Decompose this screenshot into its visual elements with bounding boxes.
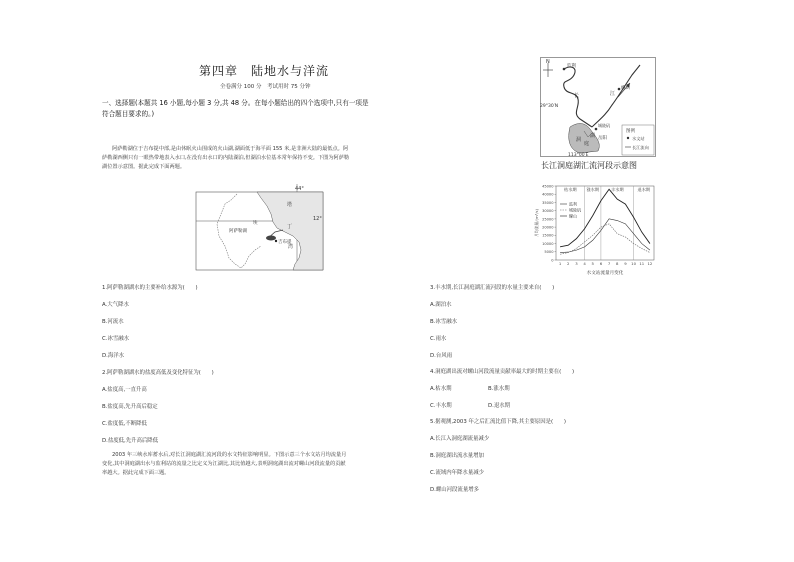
lat-label: 12°: [313, 216, 322, 222]
passage-1-line3: 湖位置示意图。据此完成下面两题。: [102, 164, 186, 170]
x-tick-label: 12: [647, 261, 653, 266]
y-tick-label: 35000: [542, 200, 554, 205]
passage-1-line1: 阿萨勒湖位于吉布提中部,是由休眠火山围成的火山湖,湖面低于海平面 155 米,是非洲大陆的最低点。阿: [112, 146, 349, 152]
x-tick-label: 1: [558, 261, 562, 266]
q1-option-b[interactable]: B.河流水: [102, 319, 124, 325]
x-tick-label: 7: [607, 261, 611, 266]
chart-title: 水文站流量月变化: [586, 271, 624, 276]
legend-entry: 螺山: [569, 213, 577, 219]
y-axis-label: 月均流量/(m³/s): [534, 209, 539, 237]
y-tick-label: 30000: [542, 209, 554, 214]
bay-label-2: 丁: [287, 224, 293, 230]
phase-label: 涨水期: [586, 187, 600, 192]
x-tick-label: 9: [624, 261, 627, 266]
label-ting: 庭: [584, 141, 590, 147]
legend-entry: 监利: [569, 201, 577, 207]
y-tick-label: 0: [551, 258, 554, 263]
question-2: 2.阿萨勒湖湖水的盐度高低及变化特征为( ): [102, 370, 214, 376]
q2-option-b[interactable]: B.盐度高,先升高后稳定: [102, 404, 158, 410]
x-tick-label: 4: [583, 261, 586, 266]
x-tick-label: 8: [616, 261, 619, 266]
legend-entry: 城陵矶: [569, 207, 581, 213]
y-tick-label: 10000: [542, 241, 554, 246]
q4-option-b[interactable]: B.涨水期: [488, 386, 510, 392]
q5-option-c[interactable]: C.流域内年降水量减少: [430, 470, 484, 476]
bay-label: 塔: [287, 202, 293, 208]
passage-1-line2: 萨勒湖西侧只有一眼热带地表入水口,在没有出水口的内陆湖泊,但湖泊水位基本常年保持不变。下图为阿萨勒: [102, 155, 350, 161]
x-tick-label: 5: [591, 261, 594, 266]
q4-option-d[interactable]: D.退水期: [488, 403, 511, 409]
station-icon: [627, 137, 629, 139]
phase-label: 枯水期: [564, 187, 577, 192]
q5-option-a[interactable]: A.长江入洞庭湖流量减少: [430, 436, 490, 442]
lon-label: 113°00′E: [568, 153, 589, 157]
section-heading-line1: 一、选择题(本题共 16 小题,每小题 3 分,共 48 分。在每小题给出的四个选项中,只有一项是: [102, 99, 369, 107]
y-tick-label: 45000: [542, 184, 554, 189]
question-5: 5.据观测,2003 年之后汇流比值下降,其主要原因是( ): [430, 419, 567, 425]
question-4: 4.洞庭湖出流对螺山河段流量贡献率最大的时期主要在( ): [430, 369, 575, 375]
y-tick-label: 15000: [542, 233, 554, 238]
legend-station: 水文站: [632, 136, 645, 141]
question-1: 1.阿萨勒湖湖水的主要补给水源为( ): [102, 285, 198, 291]
section-heading: [102, 98, 432, 120]
label-yueyang: 岳阳: [598, 136, 607, 141]
y-tick-label: 25000: [542, 217, 554, 222]
label-chang: 长: [574, 93, 580, 99]
plot-frame: [556, 186, 654, 260]
q2-option-a[interactable]: A.盐度高,一直升高: [102, 387, 147, 393]
phase-label: 退水期: [637, 187, 651, 192]
label-dong: 洞: [576, 137, 582, 143]
legend-river: 长江流向: [632, 145, 649, 150]
x-tick-label: 6: [599, 261, 603, 266]
y-tick-label: 20000: [542, 225, 554, 230]
dongting-confluence-map: [540, 57, 656, 157]
label-luoshan: 螺山: [621, 86, 630, 91]
passage-2-line2: 变化,其中洞庭湖出水与监利站的流量之比定义为江湖比,其比值越大,表明洞庭湖出流对螺山河段流量的贡献: [102, 461, 346, 467]
q5-option-d[interactable]: D.螺山河段流量增多: [430, 487, 479, 493]
label-jiang: 江: [610, 91, 616, 97]
lake-label: 阿萨勒湖: [229, 229, 247, 234]
legend-title: 图例: [626, 129, 635, 134]
q4-option-a[interactable]: A.枯水期: [430, 386, 452, 392]
passage-2: [102, 451, 432, 478]
country-label: 埃: [253, 221, 258, 226]
lon-label: 44°: [295, 186, 304, 192]
assal-lake-map: [195, 184, 325, 272]
q3-option-a[interactable]: A.湖泊水: [430, 302, 452, 308]
lat-label: 29°30′N: [540, 104, 559, 109]
x-tick-label: 2: [567, 261, 570, 266]
q2-option-d[interactable]: D.盐度低,先升高后降低: [102, 438, 159, 444]
passage-2-line3: 率越大。据此完成下面三题。: [102, 470, 170, 476]
city-label: 吉布提: [278, 240, 292, 245]
q3-option-c[interactable]: C.雨水: [430, 336, 447, 342]
q1-option-d[interactable]: D.海洋水: [102, 353, 125, 359]
passage-2-line1: 2003 年三峡水库蓄水后,对长江洞庭湖汇流河段的水文特征影响明显。下图示意三个水文站月均流量月: [112, 452, 347, 458]
q5-option-b[interactable]: B.洞庭湖出流水量增加: [430, 453, 484, 459]
map2-title: 长江洞庭湖汇流河段示意图: [541, 161, 637, 170]
x-tick-label: 11: [639, 261, 645, 266]
page-title: 第四章 陆地水与洋流: [199, 64, 330, 78]
y-tick-label: 40000: [542, 192, 554, 197]
question-3: 3.丰水期,长江洞庭湖汇流河段的水量主要来自( ): [430, 285, 555, 291]
bay-label-3: 湾: [288, 244, 294, 250]
x-tick-label: 3: [575, 261, 578, 266]
page-subtitle: 全卷满分 100 分 考试用时 75 分钟: [220, 84, 311, 90]
phase-label: 丰水期: [610, 187, 624, 192]
label-lake: 湖: [590, 133, 596, 139]
q3-option-d[interactable]: D.台风雨: [430, 353, 453, 359]
q1-option-a[interactable]: A.大气降水: [102, 302, 129, 308]
flow-chart: [534, 180, 664, 280]
q4-option-c[interactable]: C.丰水期: [430, 403, 452, 409]
section-heading-line2: 符合题目要求的。): [102, 110, 155, 118]
q3-option-b[interactable]: B.冰雪融水: [430, 319, 457, 325]
north-label: N: [546, 59, 550, 65]
label-chenglingji: 城陵矶: [598, 123, 610, 128]
label-jianli: 监利: [567, 64, 576, 69]
q1-option-c[interactable]: C.冰雪融水: [102, 336, 130, 342]
x-tick-label: 10: [631, 261, 637, 266]
y-tick-label: 5000: [544, 250, 554, 255]
passage-1: [102, 145, 432, 172]
q2-option-c[interactable]: C.盐度低,不断降低: [102, 421, 147, 427]
